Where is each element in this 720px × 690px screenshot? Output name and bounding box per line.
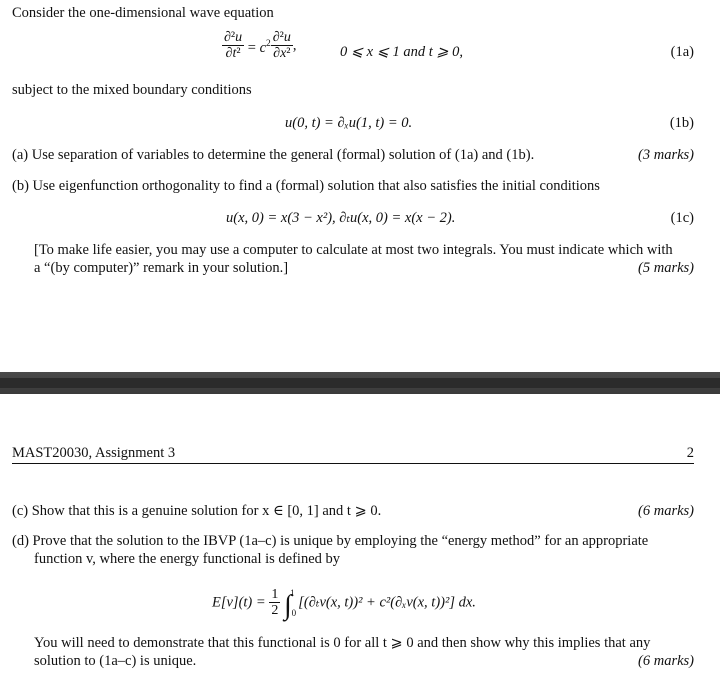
part-b-text: (b) Use eigenfunction orthogonality to find a (formal) solution that also satisfies the initial conditions [12, 178, 600, 194]
header-title: MAST20030, Assignment 3 [12, 445, 176, 461]
intro-text: Consider the one-dimensional wave equation [12, 5, 274, 21]
energy-functional: E[v](t) = $\frac{1}{2}$ $\int_0^1$ [(∂ₜv(x, t))² + c²(∂ₓv(x, t))²] dx. [212, 587, 476, 621]
closing-line-2: solution to (1a–c) is unique. [34, 653, 197, 669]
part-b-marks: (5 marks) [638, 260, 694, 276]
equation-1c-label: (1c) [670, 210, 694, 226]
page-number: 2 [686, 445, 694, 461]
equation-1a: $\frac{\text{∂²u}}{\text{∂t²}}$ = $c^2$ $\frac{\text{∂²u}}{\text{∂x²}}$ , [224, 30, 297, 61]
part-d-marks: (6 marks) [638, 653, 694, 669]
equation-1a-label: (1a) [670, 44, 694, 60]
energy-lhs: E[v](t) = [212, 594, 270, 611]
page-2 [0, 394, 720, 690]
header-rule [12, 463, 694, 464]
page-separator [0, 372, 720, 394]
part-c-marks: (6 marks) [638, 503, 694, 519]
closing-line-1: You will need to demonstrate that this functional is 0 for all t ⩾ 0 and then show why this implies that any [34, 635, 651, 651]
note-line-1: [To make life easier, you may use a computer to calculate at most two integrals. You must indicate which with [34, 242, 673, 258]
boundary-intro: subject to the mixed boundary conditions [12, 82, 252, 98]
part-d-line-2: function v, where the energy functional is defined by [34, 551, 341, 567]
part-c-text: (c) Show that this is a genuine solution for x ∈ [0, 1] and t ⩾ 0. [12, 503, 382, 519]
equation-1b: u(0, t) = ∂ₓu(1, t) = 0. [285, 115, 413, 131]
part-a-marks: (3 marks) [638, 147, 694, 163]
note-line-2: a “(by computer)” remark in your solution.] [34, 260, 289, 276]
part-a-text: (a) Use separation of variables to determine the general (formal) solution of (1a) and (1b). [12, 147, 535, 163]
energy-body: [(∂ₜv(x, t))² + c²(∂ₓv(x, t))²] dx. [298, 594, 476, 611]
part-d-line-1: (d) Prove that the solution to the IBVP (1a–c) is unique by employing the “energy method” for an appropriate [12, 533, 649, 549]
equation-1b-label: (1b) [669, 115, 694, 131]
equation-1c: u(x, 0) = x(3 − x²), ∂ₜu(x, 0) = x(x − 2). [226, 210, 456, 226]
equation-1a-range: 0 ⩽ x ⩽ 1 and t ⩾ 0, [340, 44, 464, 60]
